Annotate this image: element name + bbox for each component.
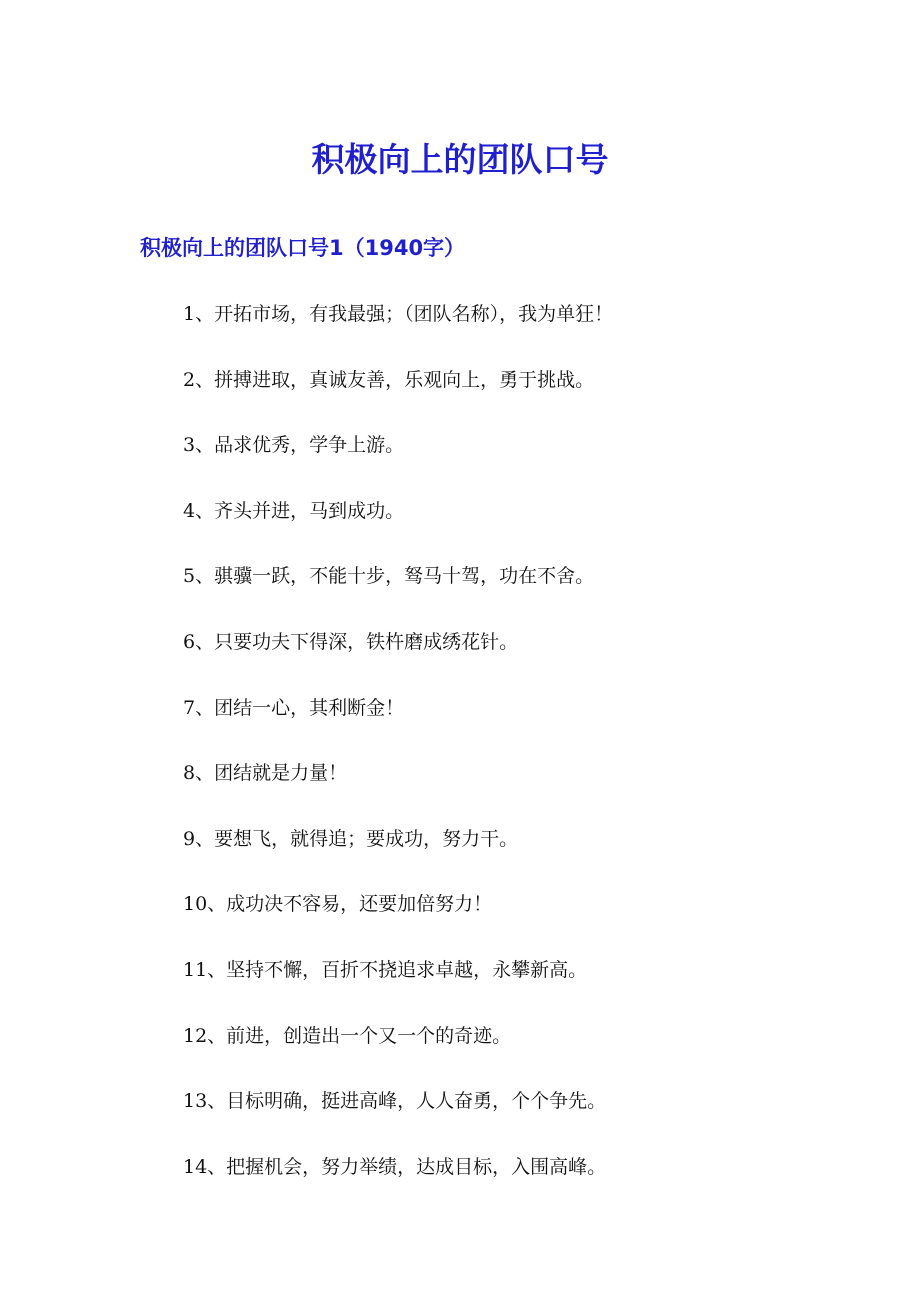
slogan-item: 12、前进，创造出一个又一个的奇迹。 <box>183 1024 512 1047</box>
slogan-item: 14、把握机会，努力举绩，达成目标，入围高峰。 <box>183 1155 607 1178</box>
slogan-item: 6、只要功夫下得深，铁杵磨成绣花针。 <box>183 630 519 653</box>
slogan-item: 3、品求优秀，学争上游。 <box>183 434 405 457</box>
slogan-item: 8、团结就是力量！ <box>183 762 348 785</box>
document-title: 积极向上的团队口号 <box>311 140 609 179</box>
slogan-item: 1、开拓市场，有我最强；（团队名称），我为单狂！ <box>183 303 614 325</box>
section-heading: 积极向上的团队口号1（1940字） <box>140 236 466 260</box>
slogan-item: 9、要想飞，就得追；要成功，努力干。 <box>183 827 519 850</box>
slogan-item: 5、骐骥一跃，不能十步，驽马十驾，功在不舍。 <box>183 565 595 588</box>
slogan-item: 13、目标明确，挺进高峰，人人奋勇，个个争先。 <box>183 1090 607 1113</box>
slogan-item: 10、成功决不容易，还要加倍努力！ <box>183 893 493 916</box>
slogan-list <box>183 296 613 1214</box>
slogan-item: 4、齐头并进，马到成功。 <box>183 499 405 522</box>
slogan-item: 7、团结一心，其利断金！ <box>183 696 405 719</box>
slogan-item: 2、拼搏进取，真诚友善，乐观向上，勇于挑战。 <box>183 368 595 391</box>
slogan-item: 11、坚持不懈，百折不挠追求卓越，永攀新高。 <box>183 958 588 981</box>
